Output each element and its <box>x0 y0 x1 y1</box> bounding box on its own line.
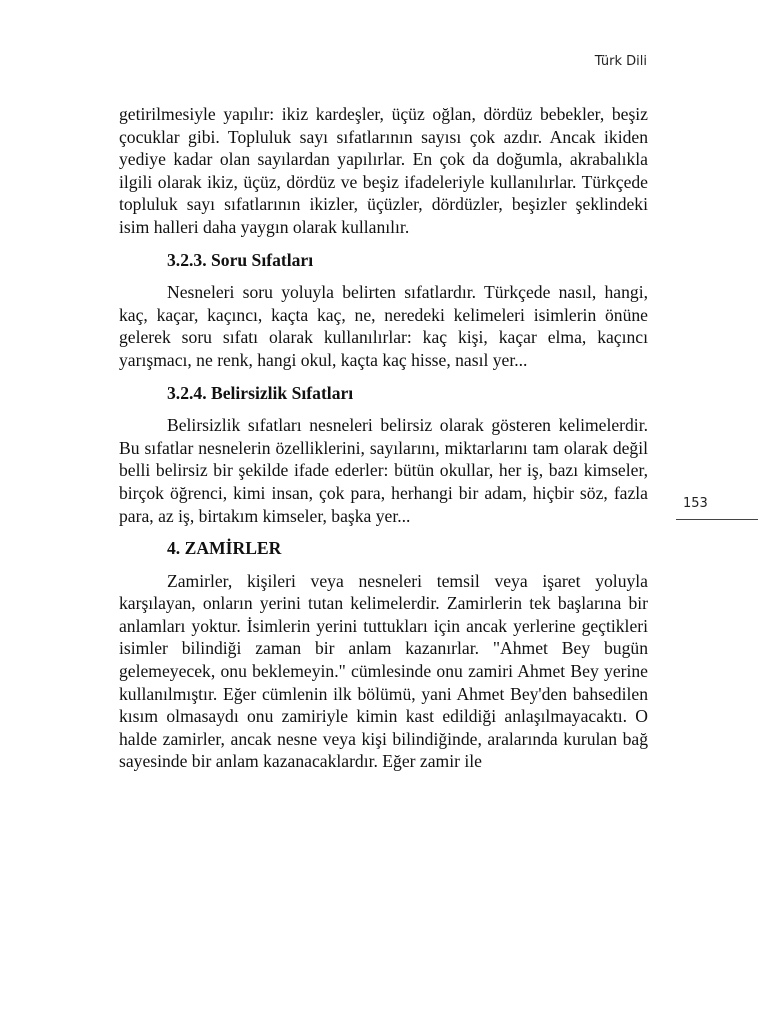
heading-belirsizlik-sifatlari: 3.2.4. Belirsizlik Sıfatları <box>167 382 354 403</box>
body-text <box>119 103 648 783</box>
page-number: 153 <box>683 496 708 511</box>
heading-soru-sifatlari: 3.2.3. Soru Sıfatları <box>167 249 314 270</box>
paragraph-soru-sifatlari: Nesneleri soru yoluyla belirten sıfatlardır. Türkçede nasıl, hangi, kaç, kaçar, kaçıncı, kaçta kaç, ne, neredeki kelimeleri isimlerin önüne gelerek soru sıfatı olarak kullanılırlar: kaç kişi, kaçar elma, kaçıncı yarışmacı, ne renk, hangi okul, kaçta kaç hisse, nasıl yer... <box>119 282 648 370</box>
paragraph-zamirler: Zamirler, kişileri veya nesneleri temsil veya işaret yoluyla karşılayan, onların yerini tutan kelimelerdir. Zamirlerin tek başlarına bir anlamları yoktur. İsimlerin yerini tuttukları için ancak yerlerine geçtikleri isimler bilindiği zaman bir anlam kazanırlar. "Ahmet Bey bugün gelemeyecek, onu beklemeyin." cümlesinde onu zamiri Ahmet Bey yerine kullanılmıştır. Eğer cümlenin ilk bölümü, yani Ahmet Bey'den bahsedilen kısım olmasaydı onu zamiriyle kimin kast edildiği anlaşılmayacaktı. O halde zamirler, ancak nesne veya kişi bilindiğinde, aralarında kurulan bağ sayesinde bir anlam kazanacaklardır. Eğer zamir ile <box>119 570 648 772</box>
running-header: Türk Dili <box>594 54 647 69</box>
paragraph-belirsizlik-sifatlari: Belirsizlik sıfatları nesneleri belirsiz olarak gösteren kelimelerdir. Bu sıfatlar nesnelerin özelliklerini, sayılarını, miktarlarını tam olarak değil belli belirsiz bir şekilde ifade ederler: bütün okullar, her iş, bazı kimseler, birçok öğrenci, kimi insan, çok para, herhangi bir adam, hiçbir söz, fazla para, az iş, birtakım kimseler, başka yer... <box>119 415 648 526</box>
paragraph-topluluk-continued: getirilmesiyle yapılır: ikiz kardeşler, üçüz oğlan, dördüz bebekler, beşiz çocuklar gibi. Topluluk sayı sıfatlarının sayısı çok azdır. Ancak ikiden yediye kadar olan sayılardan yapılırlar. En çok da doğumla, akrabalıkla ilgili olarak ikiz, üçüz, dördüz ve beşiz ifadeleriyle kullanılırlar. Türkçede topluluk sayı sıfatlarının ikizler, üçüzler, dördüzler, beşizler şeklindeki isim halleri daha yaygın olarak kullanılır. <box>119 104 648 237</box>
heading-zamirler: 4. ZAMİRLER <box>167 538 282 559</box>
page-number-rule <box>676 519 758 520</box>
